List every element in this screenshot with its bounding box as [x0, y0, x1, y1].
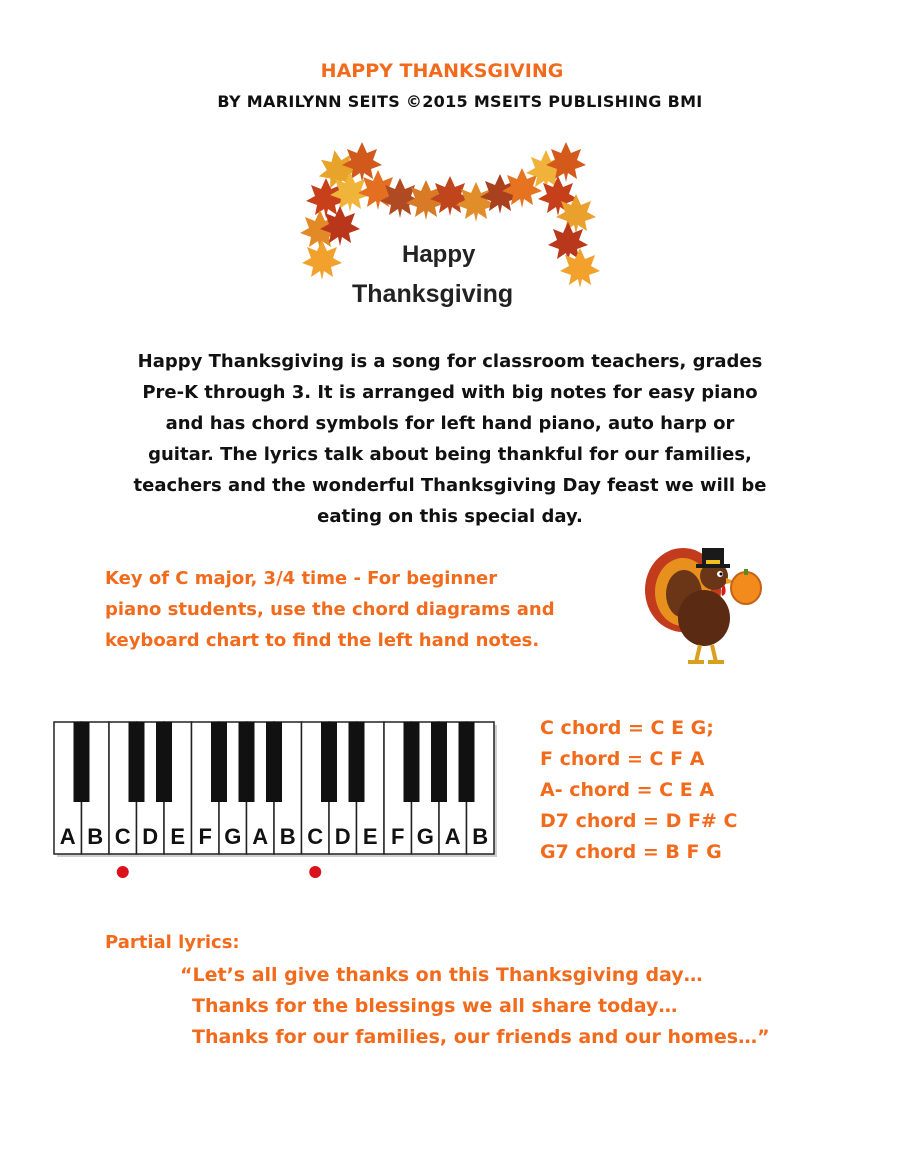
description-line: guitar. The lyrics talk about being thankful for our families,	[148, 444, 752, 465]
key-label: C	[307, 824, 324, 849]
lyrics-heading: Partial lyrics:	[105, 932, 240, 953]
keyboard-chart	[50, 718, 510, 883]
black-key	[239, 722, 255, 802]
c-key-marker	[309, 866, 321, 878]
black-key	[74, 722, 90, 802]
description-line: teachers and the wonderful Thanksgiving Day feast we will be	[133, 475, 767, 496]
key-label: D	[142, 824, 159, 849]
lyrics	[180, 960, 770, 1053]
key-label: D	[334, 824, 351, 849]
key-label: F	[391, 824, 405, 849]
chord-entry: G7 chord = B F G	[540, 841, 722, 863]
key-label: B	[279, 824, 296, 849]
key-label: B	[87, 824, 104, 849]
key-label: G	[416, 824, 434, 849]
chord-entry: A- chord = C E A	[540, 779, 715, 801]
black-key	[321, 722, 337, 802]
description	[110, 346, 790, 532]
chord-entry: C chord = C E G;	[540, 717, 714, 739]
key-label: A	[59, 824, 76, 849]
black-key	[129, 722, 145, 802]
key-info-line: piano students, use the chord diagrams and	[105, 599, 555, 620]
happy-thanksgiving-banner	[300, 140, 600, 315]
key-label: A	[444, 824, 461, 849]
c-key-marker	[117, 866, 129, 878]
key-label: C	[114, 824, 131, 849]
key-label: E	[362, 824, 378, 849]
black-key	[404, 722, 420, 802]
black-key	[459, 722, 475, 802]
chord-entry: F chord = C F A	[540, 748, 705, 770]
key-label: F	[198, 824, 212, 849]
key-label: E	[170, 824, 186, 849]
key-info	[105, 563, 625, 656]
turkey-body	[678, 590, 730, 646]
page-title: HAPPY THANKSGIVING	[320, 60, 564, 82]
banner-line1: Happy	[402, 241, 476, 268]
chord-entry: D7 chord = D F# C	[540, 810, 738, 832]
key-label: G	[224, 824, 242, 849]
black-key	[266, 722, 282, 802]
description-line: Pre-K through 3. It is arranged with big notes for easy piano	[142, 382, 758, 403]
key-label: B	[472, 824, 489, 849]
banner-line2: Thanksgiving	[352, 280, 514, 308]
lyric-line: Thanks for our families, our friends and our homes…”	[192, 1026, 770, 1048]
key-info-line: Key of C major, 3/4 time - For beginner	[105, 568, 498, 589]
lyric-line: “Let’s all give thanks on this Thanksgiving day…	[180, 964, 703, 986]
chord-list	[540, 713, 737, 868]
black-key	[349, 722, 365, 802]
byline: BY MARILYNN SEITS ©2015 MSEITS PUBLISHING BMI	[217, 92, 703, 111]
pumpkin	[731, 572, 761, 604]
black-key	[156, 722, 172, 802]
lyric-line: Thanks for the blessings we all share today…	[192, 995, 678, 1017]
description-line: eating on this special day.	[317, 506, 583, 527]
key-label: A	[252, 824, 269, 849]
description-line: Happy Thanksgiving is a song for classroom teachers, grades	[137, 351, 763, 372]
turkey-illustration	[638, 540, 788, 670]
description-line: and has chord symbols for left hand piano, auto harp or	[165, 413, 735, 434]
black-key	[211, 722, 227, 802]
key-info-line: keyboard chart to find the left hand notes.	[105, 630, 540, 651]
black-key	[431, 722, 447, 802]
